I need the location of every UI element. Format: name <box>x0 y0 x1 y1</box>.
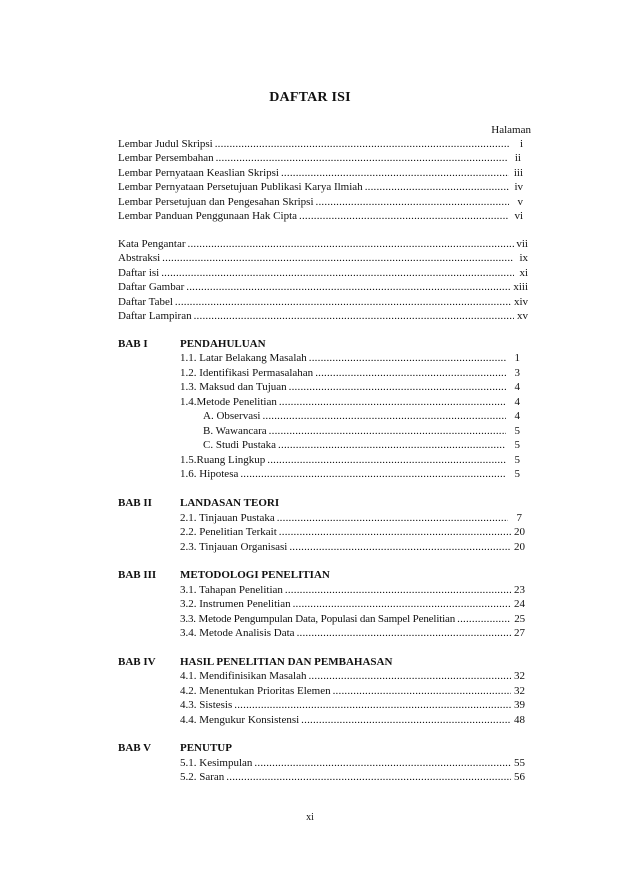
toc-page: 27 <box>514 627 525 639</box>
toc-label: Kata Pengantar <box>118 238 186 250</box>
toc-page: vii <box>516 238 528 250</box>
toc-row[interactable] <box>118 137 523 151</box>
toc-page: 5 <box>514 468 520 480</box>
toc-label: 3.2. Instrumen Penelitian <box>180 598 291 610</box>
toc-row[interactable] <box>180 366 520 380</box>
toc-page: xv <box>517 310 528 322</box>
dot-leader <box>301 713 511 727</box>
toc-row[interactable] <box>180 540 525 554</box>
toc-page: xiii <box>513 281 528 293</box>
toc-row[interactable] <box>118 251 528 265</box>
toc-label: Lembar Persembahan <box>118 152 214 164</box>
toc-page: 39 <box>514 699 525 711</box>
toc-page: 5 <box>514 439 520 451</box>
dot-leader <box>269 424 506 438</box>
chapter-number: BAB II <box>118 497 152 509</box>
dot-leader <box>254 756 511 770</box>
toc-label: Lembar Panduan Penggunaan Hak Cipta <box>118 210 298 222</box>
toc-row[interactable] <box>180 669 525 683</box>
toc-label: 4.1. Mendifinisikan Masalah <box>180 670 307 682</box>
dot-leader <box>186 280 511 294</box>
toc-row[interactable] <box>118 209 523 223</box>
dot-leader <box>194 309 514 323</box>
dot-leader <box>267 453 506 467</box>
dot-leader <box>333 684 511 698</box>
dot-leader <box>285 583 511 597</box>
toc-label: 3.3. Metode Pengumpulan Data, Populasi dan Sampel Penelitian <box>180 613 456 625</box>
toc-row[interactable] <box>118 237 528 251</box>
toc-row[interactable] <box>203 424 520 438</box>
toc-page: iii <box>513 167 523 179</box>
toc-row[interactable] <box>118 180 523 194</box>
toc-row[interactable] <box>203 409 520 423</box>
chapter-title: METODOLOGI PENELITIAN <box>180 569 330 581</box>
toc-page: 4 <box>514 410 520 422</box>
dot-leader <box>279 395 506 409</box>
dot-leader <box>299 209 509 223</box>
toc-label: B. Wawancara <box>203 425 267 437</box>
dot-leader <box>175 295 512 309</box>
toc-label: Daftar Gambar <box>118 281 185 293</box>
dot-leader <box>297 626 511 640</box>
dot-leader <box>188 237 515 251</box>
toc-row[interactable] <box>118 295 528 309</box>
toc-page: 32 <box>514 685 525 697</box>
chapter-title: HASIL PENELITIAN DAN PEMBAHASAN <box>180 656 393 668</box>
dot-leader <box>216 151 507 165</box>
toc-label: Lembar Persetujuan dan Pengesahan Skripsi <box>118 196 314 208</box>
toc-page: iv <box>514 181 523 193</box>
page-number-footer: xi <box>306 812 314 823</box>
toc-page: 48 <box>514 714 525 726</box>
dot-leader <box>234 698 511 712</box>
toc-label: 4.3. Sistesis <box>180 699 233 711</box>
chapter-number: BAB III <box>118 569 157 581</box>
toc-label: 1.5.Ruang Lingkup <box>180 454 266 466</box>
toc-row[interactable] <box>118 151 521 165</box>
toc-page: 25 <box>514 613 525 625</box>
chapter-title: PENDAHULUAN <box>180 338 266 350</box>
dot-leader <box>289 540 511 554</box>
dot-leader <box>315 366 506 380</box>
toc-label: 4.2. Menentukan Prioritas Elemen <box>180 685 331 697</box>
toc-label: 4.4. Mengukur Konsistensi <box>180 714 300 726</box>
toc-row[interactable] <box>180 525 525 539</box>
dot-leader <box>279 525 511 539</box>
toc-page: v <box>517 196 523 208</box>
toc-label: 2.1. Tinjauan Pustaka <box>180 512 275 524</box>
toc-page: 24 <box>514 598 525 610</box>
toc-page: 4 <box>514 381 520 393</box>
toc-label: Lembar Judul Skripsi <box>118 138 213 150</box>
dot-leader <box>278 438 506 452</box>
toc-label: 1.2. Identifikasi Permasalahan <box>180 367 314 379</box>
toc-row[interactable] <box>180 583 525 597</box>
dot-leader <box>293 597 511 611</box>
toc-row[interactable] <box>118 195 523 209</box>
dot-leader <box>308 669 511 683</box>
toc-label: Abstraksi <box>118 252 161 264</box>
toc-page: i <box>519 138 523 150</box>
toc-page: 56 <box>514 771 525 783</box>
toc-label: 3.1. Tahapan Penelitian <box>180 584 283 596</box>
dot-leader <box>215 137 509 151</box>
toc-label: 2.3. Tinjauan Organisasi <box>180 541 288 553</box>
toc-row[interactable] <box>118 280 528 294</box>
dot-leader <box>281 166 509 180</box>
page-column-header: Halaman <box>491 124 531 136</box>
toc-row[interactable] <box>118 166 523 180</box>
toc-page: 32 <box>514 670 525 682</box>
toc-label: Lembar Pernyataan Keaslian Skripsi <box>118 167 279 179</box>
toc-page: 4 <box>514 396 520 408</box>
toc-row[interactable] <box>180 626 525 640</box>
toc-label: Daftar Tabel <box>118 296 173 308</box>
toc-row[interactable] <box>180 684 525 698</box>
toc-row[interactable] <box>180 395 520 409</box>
dot-leader <box>316 195 509 209</box>
toc-page: xiv <box>513 296 528 308</box>
toc-row[interactable] <box>180 453 520 467</box>
chapter-number: BAB I <box>118 338 148 350</box>
toc-label: 1.3. Maksud dan Tujuan <box>180 381 287 393</box>
toc-page: 20 <box>514 541 525 553</box>
toc-row[interactable] <box>180 467 520 481</box>
dot-leader <box>365 180 509 194</box>
toc-row[interactable] <box>180 351 520 365</box>
toc-label: 3.4. Metode Analisis Data <box>180 627 295 639</box>
toc-page: 5 <box>514 425 520 437</box>
dot-leader <box>277 511 508 525</box>
toc-label: 2.2. Penelitian Terkait <box>180 526 277 538</box>
toc-page: 55 <box>514 757 525 769</box>
toc-row[interactable] <box>180 770 525 784</box>
dot-leader <box>289 380 506 394</box>
toc-label: Daftar Lampiran <box>118 310 192 322</box>
chapter-number: BAB V <box>118 742 152 754</box>
toc-label: 1.4.Metode Penelitian <box>180 396 277 408</box>
chapter-title: PENUTUP <box>180 742 232 754</box>
chapter-number: BAB IV <box>118 656 156 668</box>
toc-page: 1 <box>514 352 520 364</box>
toc-label: 5.2. Saran <box>180 771 225 783</box>
dot-leader <box>309 351 506 365</box>
toc-row[interactable] <box>180 756 525 770</box>
toc-page: xi <box>519 267 528 279</box>
toc-row[interactable] <box>203 438 520 452</box>
dot-leader <box>161 266 514 280</box>
toc-row[interactable] <box>180 597 525 611</box>
toc-page: ii <box>514 152 521 164</box>
toc-label: 1.6. Hipotesa <box>180 468 239 480</box>
dot-leader <box>240 467 506 481</box>
toc-row[interactable] <box>118 309 528 323</box>
dot-leader <box>226 770 511 784</box>
toc-row[interactable] <box>180 380 520 394</box>
toc-label: 5.1. Kesimpulan <box>180 757 253 769</box>
toc-page: vi <box>514 210 523 222</box>
toc-page: 23 <box>514 584 525 596</box>
chapter-title: LANDASAN TEORI <box>180 497 280 509</box>
toc-row[interactable] <box>180 713 525 727</box>
toc-label: A. Observasi <box>203 410 261 422</box>
toc-page: 3 <box>514 367 520 379</box>
toc-page: 7 <box>516 512 522 524</box>
toc-label: Daftar isi <box>118 267 160 279</box>
toc-label: 1.1. Latar Belakang Masalah <box>180 352 307 364</box>
toc-label: Lembar Pernyataan Persetujuan Publikasi Karya Ilmiah <box>118 181 363 193</box>
dot-leader <box>162 251 514 265</box>
toc-page: 20 <box>514 526 525 538</box>
dot-leader <box>457 612 511 626</box>
toc-label: C. Studi Pustaka <box>203 439 277 451</box>
toc-page: 5 <box>514 454 520 466</box>
page-title: DAFTAR ISI <box>269 90 351 105</box>
toc-row[interactable] <box>118 266 528 280</box>
toc-page: ix <box>519 252 528 264</box>
dot-leader <box>262 409 506 423</box>
toc-row[interactable] <box>180 612 525 626</box>
toc-row[interactable] <box>180 698 525 712</box>
toc-row[interactable] <box>180 511 522 525</box>
